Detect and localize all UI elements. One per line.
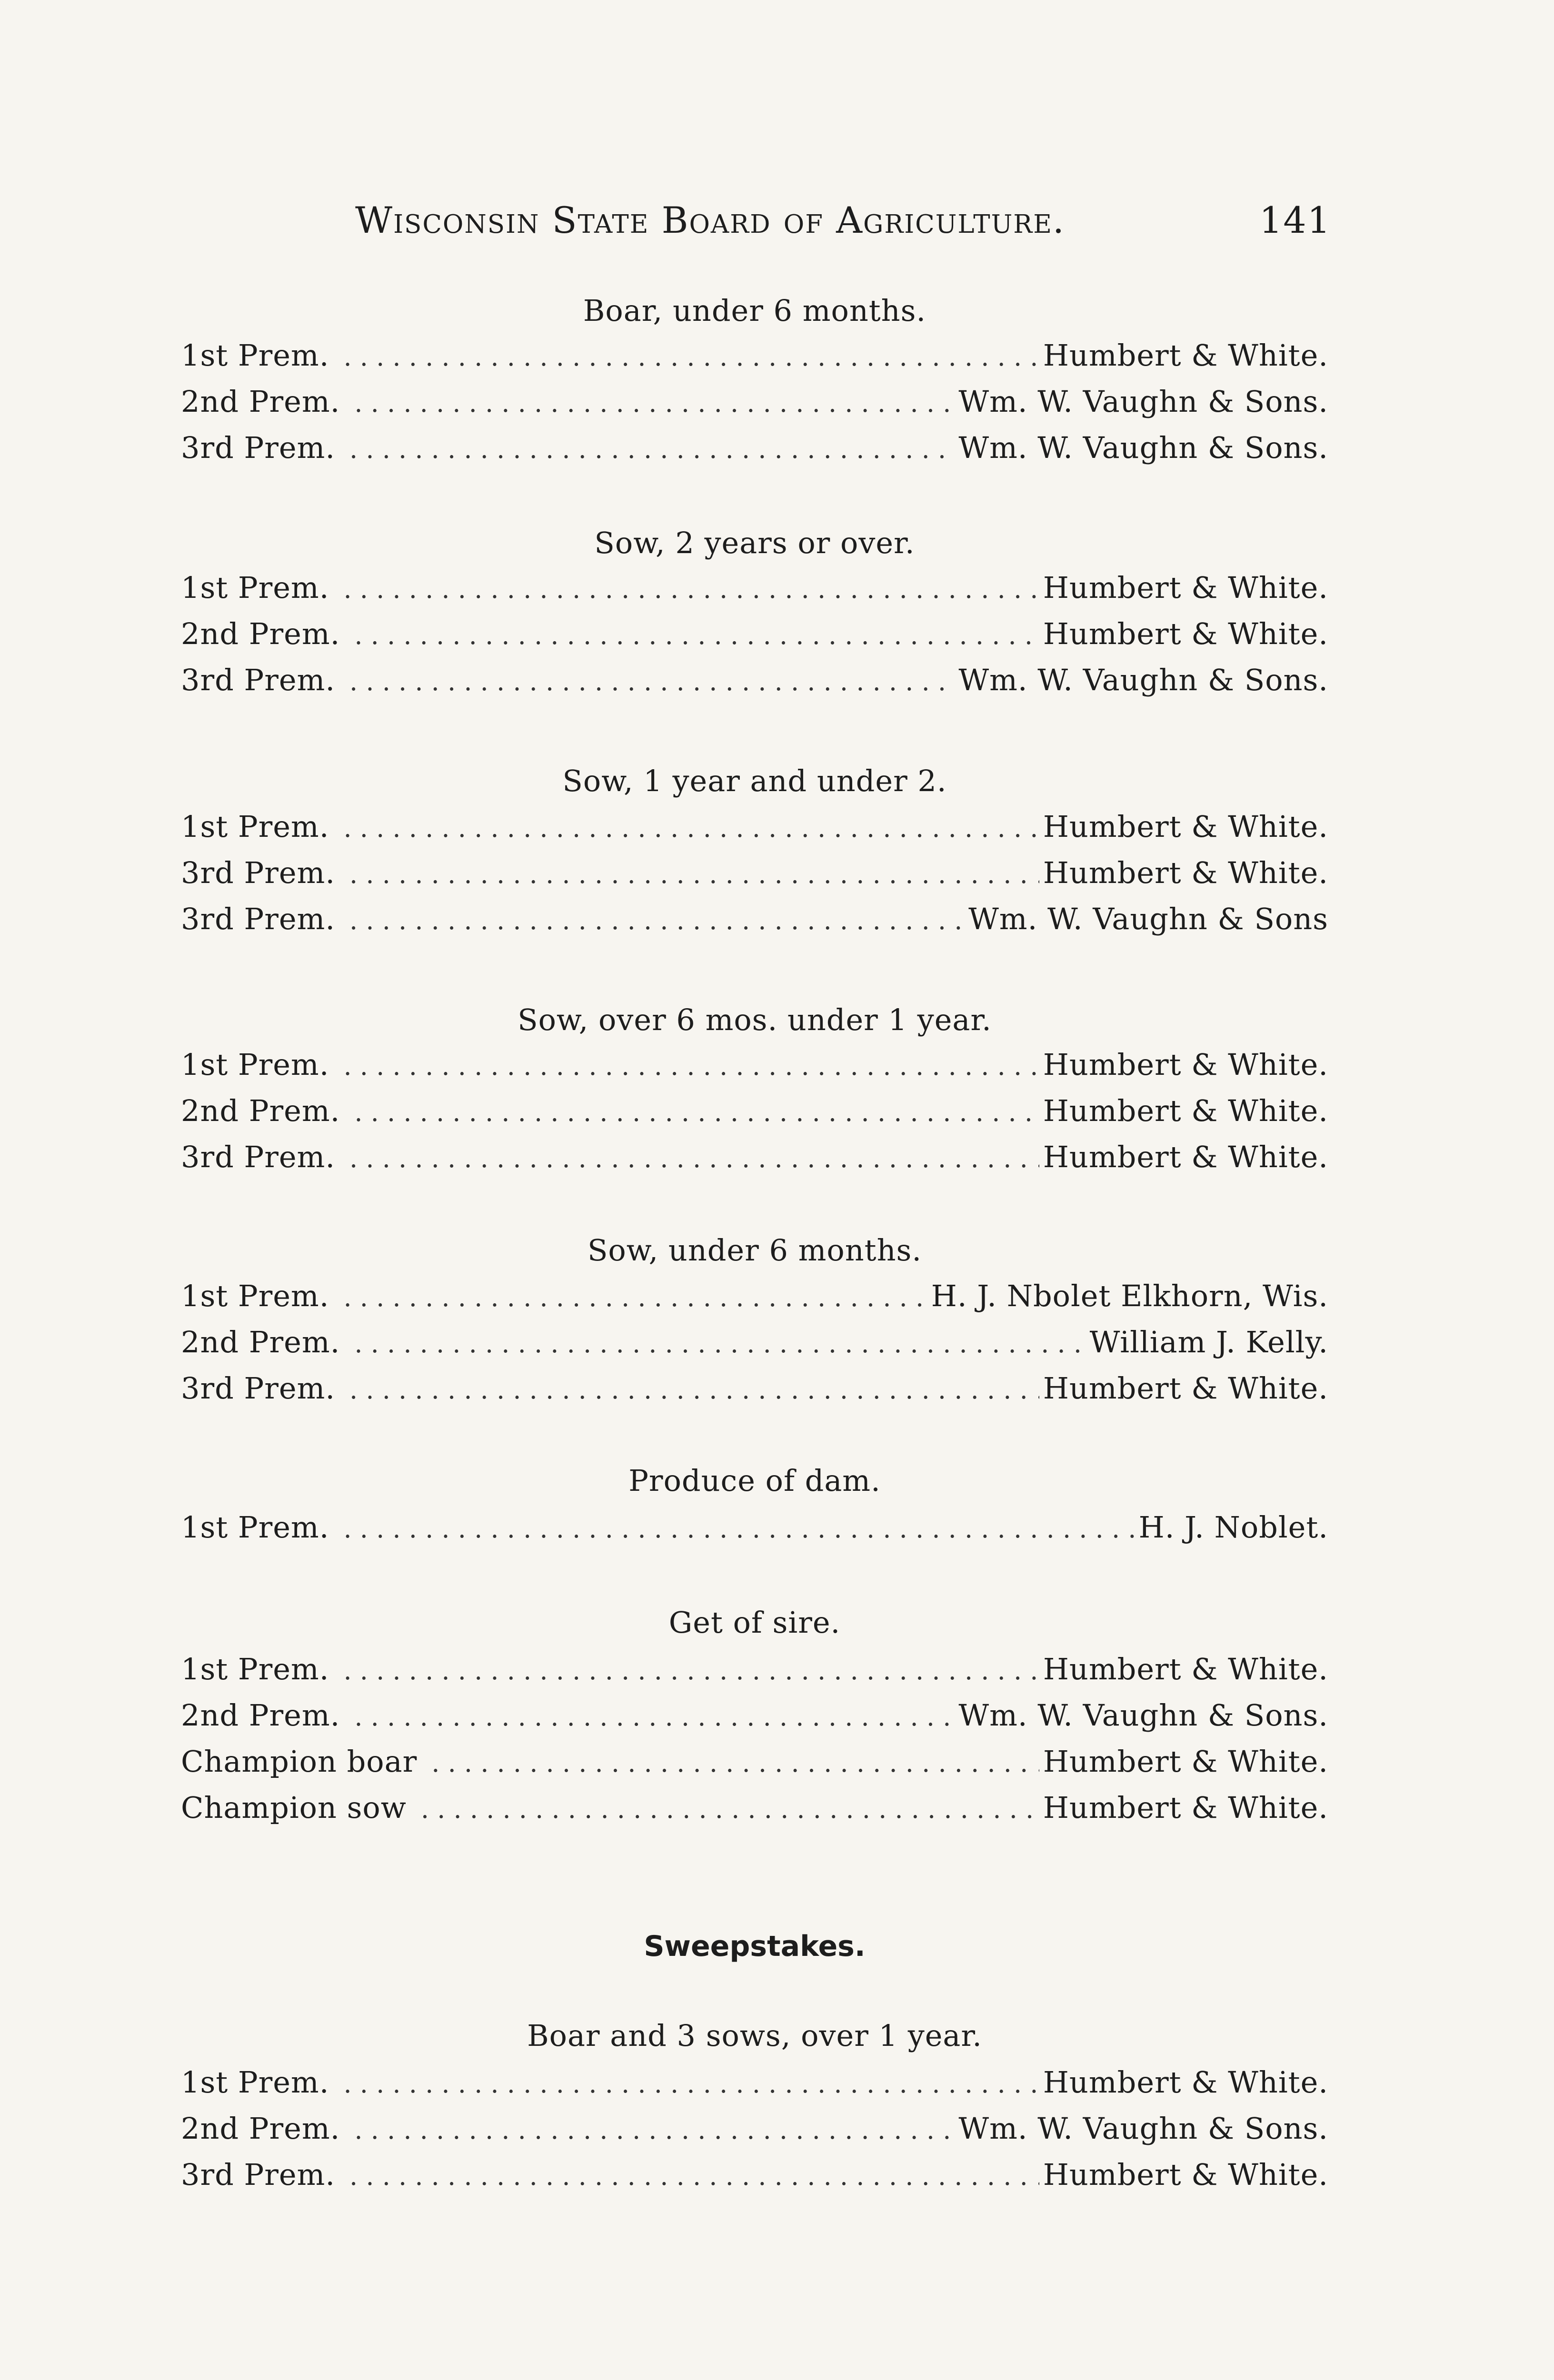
section-heading: Boar, under 6 months.	[583, 293, 926, 328]
award-winner: Humbert & White.	[1043, 570, 1328, 605]
dot-leader	[349, 666, 955, 696]
award-row	[181, 1790, 1328, 1825]
section-heading: Sow, under 6 months.	[587, 1233, 922, 1268]
award-winner: William J. Kelly.	[1089, 1325, 1328, 1359]
section-heading: Get of sire.	[668, 1605, 841, 1640]
award-label: 1st Prem.	[181, 338, 329, 373]
dot-leader	[343, 1514, 1135, 1544]
award-winner: Humbert & White.	[1043, 1047, 1328, 1082]
award-label: 2nd Prem.	[181, 616, 340, 651]
award-row	[181, 430, 1328, 465]
dot-leader	[343, 1656, 1039, 1686]
section-heading: Sow, 1 year and under 2.	[562, 764, 947, 798]
award-winner: Wm. W. Vaughn & Sons.	[958, 384, 1328, 419]
award-winner: Humbert & White.	[1043, 855, 1328, 890]
award-label: 3rd Prem.	[181, 1140, 336, 1174]
dot-leader	[354, 1702, 955, 1732]
award-row	[181, 1652, 1328, 1686]
sweepstakes-heading: Sweepstakes.	[644, 1930, 866, 1963]
dot-leader	[354, 1097, 1039, 1127]
award-row	[181, 1510, 1328, 1545]
award-row	[181, 1744, 1328, 1779]
dot-leader	[343, 574, 1039, 604]
award-label: 1st Prem.	[181, 1510, 329, 1545]
award-row	[181, 809, 1328, 844]
dot-leader	[343, 342, 1039, 372]
award-label: 1st Prem.	[181, 1047, 329, 1082]
award-label: 3rd Prem.	[181, 855, 336, 890]
award-row	[181, 338, 1328, 373]
dot-leader	[349, 2161, 1039, 2191]
award-winner: Humbert & White.	[1043, 2065, 1328, 2100]
award-winner: Humbert & White.	[1043, 338, 1328, 373]
award-row	[181, 1047, 1328, 1082]
award-label: 2nd Prem.	[181, 2111, 340, 2146]
award-row	[181, 1093, 1328, 1128]
page-header	[355, 199, 1331, 241]
award-row	[181, 616, 1328, 651]
award-label: 1st Prem.	[181, 2065, 329, 2100]
page-number: 141	[1259, 199, 1331, 241]
section-heading: Produce of dam.	[628, 1463, 881, 1498]
dot-leader	[431, 1748, 1039, 1778]
award-label: Champion boar	[181, 1744, 418, 1779]
award-label: 3rd Prem.	[181, 902, 336, 936]
award-row	[181, 2111, 1328, 2146]
section-heading: Sow, over 6 mos. under 1 year.	[518, 1002, 992, 1037]
dot-leader	[349, 859, 1039, 889]
award-winner: Humbert & White.	[1043, 1744, 1328, 1779]
award-winner: Humbert & White.	[1043, 2157, 1328, 2192]
award-row	[181, 902, 1328, 936]
award-winner: Humbert & White.	[1043, 1371, 1328, 1406]
dot-leader	[421, 1794, 1039, 1824]
award-winner: Humbert & White.	[1043, 1652, 1328, 1686]
dot-leader	[343, 1282, 927, 1312]
dot-leader	[343, 1051, 1039, 1081]
award-row	[181, 1325, 1328, 1359]
dot-leader	[354, 1329, 1086, 1359]
dot-leader	[343, 813, 1039, 843]
dot-leader	[343, 2069, 1039, 2099]
award-label: 1st Prem.	[181, 1652, 329, 1686]
award-winner: Wm. W. Vaughn & Sons	[968, 902, 1328, 936]
award-label: 2nd Prem.	[181, 384, 340, 419]
award-label: 3rd Prem.	[181, 2157, 336, 2192]
award-row	[181, 1279, 1328, 1313]
award-row	[181, 663, 1328, 697]
award-row	[181, 855, 1328, 890]
award-row	[181, 1371, 1328, 1406]
section-heading: Sow, 2 years or over.	[594, 526, 915, 560]
running-title: Wisconsin State Board of Agriculture.	[355, 199, 1066, 241]
award-label: 1st Prem.	[181, 809, 329, 844]
dot-leader	[354, 2115, 955, 2145]
award-label: Champion sow	[181, 1790, 407, 1825]
award-row	[181, 570, 1328, 605]
award-winner: Humbert & White.	[1043, 1093, 1328, 1128]
dot-leader	[349, 434, 955, 464]
award-label: 1st Prem.	[181, 1279, 329, 1313]
award-row	[181, 2157, 1328, 2192]
award-row	[181, 384, 1328, 419]
award-winner: Wm. W. Vaughn & Sons.	[958, 1698, 1328, 1733]
award-winner: Humbert & White.	[1043, 809, 1328, 844]
award-winner: Humbert & White.	[1043, 616, 1328, 651]
award-label: 3rd Prem.	[181, 430, 336, 465]
award-label: 3rd Prem.	[181, 663, 336, 697]
dot-leader	[349, 1143, 1039, 1173]
award-winner: Wm. W. Vaughn & Sons.	[958, 663, 1328, 697]
award-winner: Humbert & White.	[1043, 1790, 1328, 1825]
award-label: 3rd Prem.	[181, 1371, 336, 1406]
award-label: 2nd Prem.	[181, 1698, 340, 1733]
award-row	[181, 1698, 1328, 1733]
dot-leader	[349, 1375, 1039, 1405]
award-label: 2nd Prem.	[181, 1093, 340, 1128]
award-winner: Humbert & White.	[1043, 1140, 1328, 1174]
award-row	[181, 2065, 1328, 2100]
award-row	[181, 1140, 1328, 1174]
dot-leader	[354, 620, 1039, 650]
award-winner: H. J. Noblet.	[1138, 1510, 1328, 1545]
award-winner: Wm. W. Vaughn & Sons.	[958, 430, 1328, 465]
dot-leader	[349, 905, 965, 935]
dot-leader	[354, 388, 955, 418]
section-heading: Boar and 3 sows, over 1 year.	[527, 2018, 982, 2053]
award-label: 2nd Prem.	[181, 1325, 340, 1359]
award-winner: H. J. Nbolet Elkhorn, Wis.	[931, 1279, 1328, 1313]
award-label: 1st Prem.	[181, 570, 329, 605]
award-winner: Wm. W. Vaughn & Sons.	[958, 2111, 1328, 2146]
